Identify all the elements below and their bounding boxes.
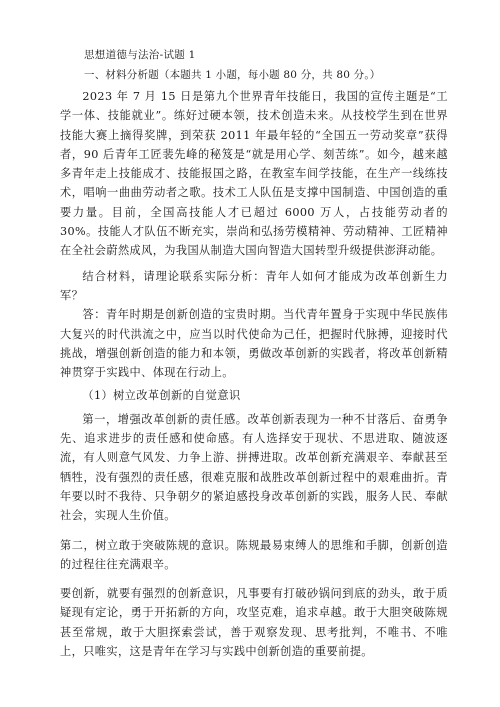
answer-intro-paragraph: 答：青年时期是创新创造的宝贵时期。当代青年置身于实现中华民族伟大复兴的时代洪流之中，应当以时代使命为己任，把握时代脉搏，迎接时代挑战，增强创新创造的能力和本领，勇做改革创新的实践者，将改革创新精神贯穿于实践中、体现在行动上。	[60, 308, 448, 380]
question-paragraph: 结合材料，请理论联系实际分析：青年人如何才能成为改革创新生力军？	[60, 269, 448, 302]
material-paragraph: 2023 年 7 月 15 日是第九个世界青年技能日，我国的宣传主题是“工学一体、技能就业”。练好过硬本领，技术创造未来。从技校学生到在世界技能大赛上摘得奖牌，到荣获 2011 年最年轻的“全国五一劳动奖章”获得者，90 后青年工匠裴先峰的秘笈是“就是用心学、刻苦练”。如今，越来越多青年走上技能成才、技能报国之路，在教室车间学技能，在生产一线练技术，唱响一曲曲劳动者之歌。技术工人队伍是支撑中国制造、中国创造的重要力量。目前，全国高技能人才已超过 6000 万人，占技能劳动者的 30%。技能人才队伍不断充实，崇尚和弘扬劳模精神、劳动精神、工匠精神在全社会蔚然成风，为我国从制造大国向智造大国转型升级提供澎湃动能。	[60, 90, 448, 258]
document-title: 思想道德与法治-试题 1	[84, 49, 196, 61]
section-heading: 一、材料分析题（本题共 1 小题，每小题 80 分，共 80 分。）	[84, 69, 381, 81]
subheading-1: （1）树立改革创新的自觉意识	[82, 389, 241, 403]
point-3-paragraph: 要创新，就要有强烈的创新意识，凡事要有打破砂锅问到底的劲头，敢于质疑现有定论，勇于开拓新的方向，攻坚克难，追求卓越。敢于大胆突破陈规甚至常规，敢于大胆探索尝试，善于观察发现、思考批判，不唯书、不唯上，只唯实，这是青年在学习与实践中创新创造的重要前提。	[60, 587, 448, 659]
point-2-paragraph: 第二，树立敢于突破陈规的意识。陈规最易束缚人的思维和手脚，创新创造的过程往往充满艰辛。	[60, 538, 448, 571]
document-body	[60, 48, 448, 661]
point-1-paragraph: 第一，增强改革创新的责任感。改革创新表现为一种不甘落后、奋勇争先、追求进步的责任感和使命感。有人选择安于现状、不思进取、随波逐流，有人则意气风发、力争上游、拼搏进取。改革创新充满艰辛、奉献甚至牺牲，没有强烈的责任感，很难克服和战胜改革创新过程中的艰难曲折。青年要以时不我待、只争朝夕的紧迫感投身改革创新的实践，服务人民、奉献社会，实现人生价值。	[60, 412, 448, 523]
